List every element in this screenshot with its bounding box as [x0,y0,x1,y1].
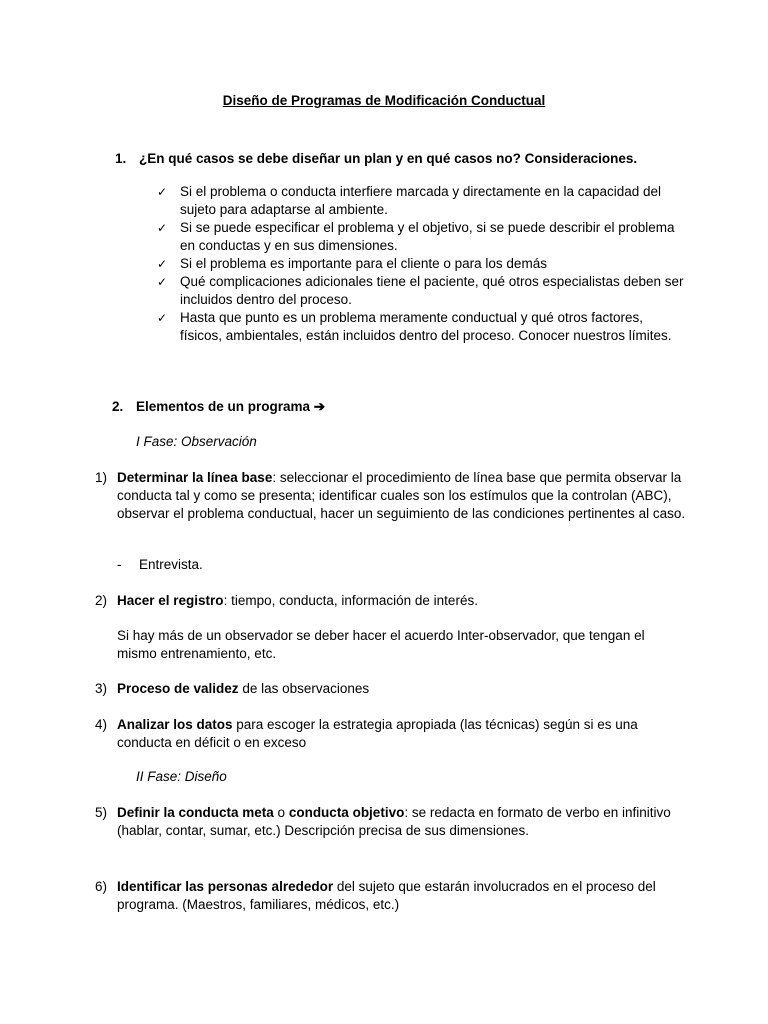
list-item-bold: Definir la conducta meta [117,805,274,820]
list-item-bold: Analizar los datos [117,717,233,732]
checklist-item-text: Qué complicaciones adicionales tiene el paciente, qué otros especialistas deben ser incluidos dentro del proceso. [180,274,684,307]
list-item-4 [95,716,695,752]
list-item-text: del sujeto que estarán involucrados en el proceso del programa. (Maestros, familiares, médicos, etc.) [117,879,656,912]
list-item-2 [95,592,695,610]
section-1-heading [115,151,675,169]
list-item-3 [95,680,695,698]
checklist-item [157,273,687,309]
section-1-number: 1. [115,151,127,166]
checklist-item-text: Si el problema o conducta interfiere marcada y directamente en la capacidad del sujeto para adaptarse al ambiente. [180,184,662,217]
dash-item [117,557,203,572]
list-item-number: 4) [95,717,108,732]
considerations-checklist [157,183,687,345]
list-item-5 [95,804,695,840]
phase-1-label: I Fase: Observación [136,434,257,449]
dash-item-text: Entrevista. [139,557,203,572]
checkmark-icon: ✓ [157,221,168,235]
checklist-item [157,219,687,255]
list-item-text: para escoger la estrategia apropiada (las técnicas) según si es una conducta en déficit o en exceso [117,717,638,750]
list-item-text: : tiempo, conducta, información de interés. [223,593,478,608]
list-item-6 [95,878,695,914]
checkmark-icon: ✓ [157,311,168,325]
list-item-number: 5) [95,805,108,820]
checklist-item [157,255,687,273]
list-item-text: : seleccionar el procedimiento de línea base que permita observar la conducta tal y como se presenta; identificar cuales son los estímulos que la controlan (ABC), observar el problema conductual, hacer un seguimiento de las condiciones pertinentes al caso. [117,470,686,521]
section-2-heading [112,399,412,417]
list-item-bold: Determinar la línea base [117,470,273,485]
dash-mark: - [117,557,122,572]
checkmark-icon: ✓ [157,275,168,289]
list-item-bold: Hacer el registro [117,593,224,608]
checklist-item-text: Si se puede especificar el problema y el objetivo, si se puede describir el problema en conductas y en sus dimensiones. [180,220,675,253]
list-item-number: 6) [95,879,108,894]
checklist-item-text: Si el problema es importante para el cliente o para los demás [180,256,547,271]
list-item-number: 2) [95,593,108,608]
list-item-text: o [273,805,289,820]
phase-2-label: II Fase: Diseño [136,769,227,784]
list-item-bold: Proceso de validez [117,681,239,696]
checklist-item-text: Hasta que punto es un problema meramente conductual y qué otros factores, físicos, ambientales, están incluidos dentro del proceso. Conocer nuestros límites. [180,310,672,343]
section-2-number: 2. [112,399,124,414]
list-item-number: 1) [95,470,108,485]
document-title: Diseño de Programas de Modificación Conductual [222,93,546,108]
checkmark-icon: ✓ [157,257,168,271]
list-item-number: 3) [95,681,108,696]
checklist-item [157,183,687,219]
checklist-item [157,309,687,345]
observer-note: Si hay más de un observador se deber hacer el acuerdo Inter-observador, que tengan el mismo entrenamiento, etc. [117,628,645,661]
list-item-text-2: : se redacta en formato de verbo en infinitivo (hablar, contar, sumar, etc.) Descripción precisa de sus dimensiones. [117,805,671,838]
checkmark-icon: ✓ [157,185,168,199]
section-1-title: ¿En qué casos se debe diseñar un plan y en qué casos no? Consideraciones. [139,151,638,166]
list-item-text: de las observaciones [238,681,370,696]
section-2-title: Elementos de un programa ➔ [136,399,326,414]
list-item-1 [95,469,695,523]
list-item-bold-2: conducta objetivo [288,805,405,820]
list-item-bold: Identificar las personas alrededor [117,879,334,894]
